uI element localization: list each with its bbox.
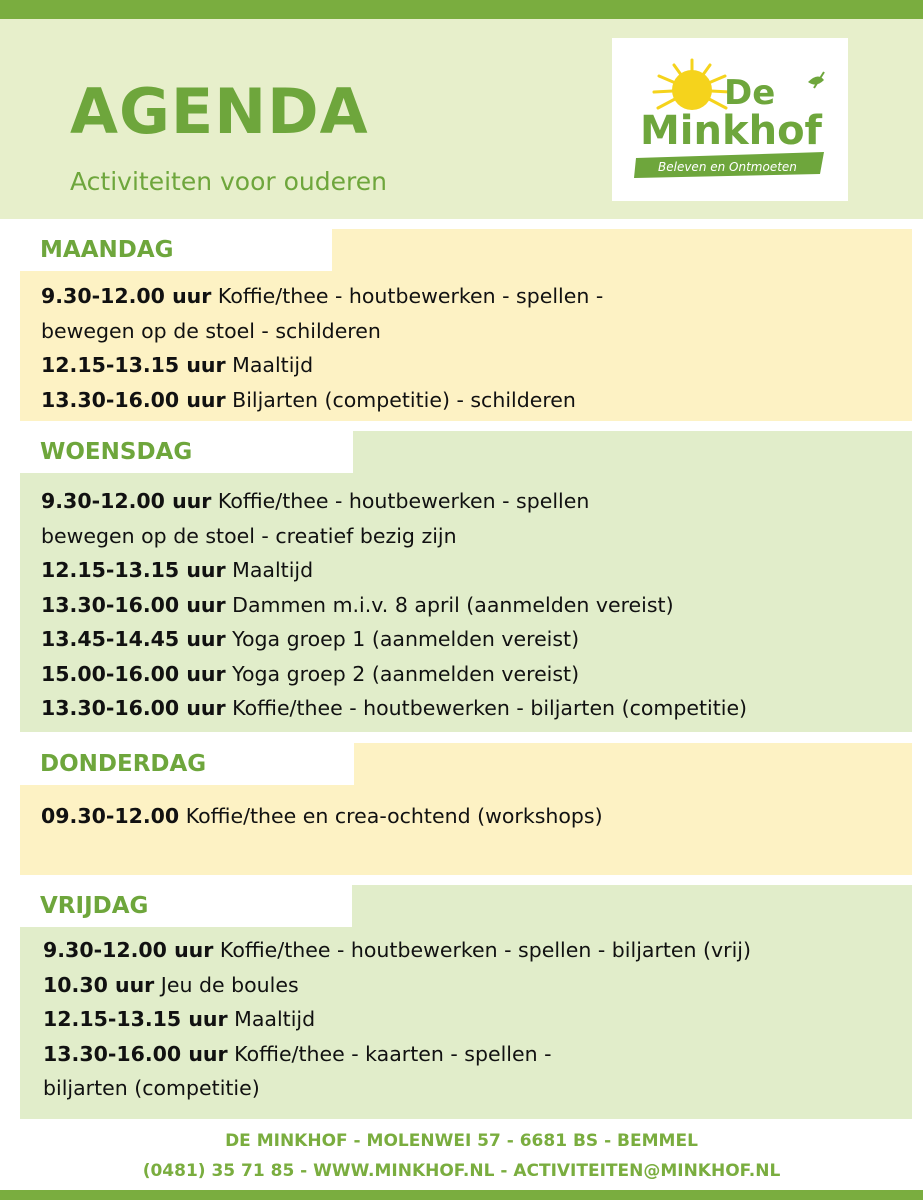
schedule-line (41, 622, 747, 657)
time-range: 9.30-12.00 uur (41, 489, 212, 513)
activity-text: Maaltijd (225, 558, 314, 582)
day-heading: VRIJDAG (20, 885, 352, 927)
activity-text: bewegen op de stoel - creatief bezig zijn (41, 523, 457, 548)
top-accent-bar (0, 0, 923, 19)
schedule-line (41, 348, 603, 383)
activity-text: Maaltijd (225, 353, 314, 377)
schedule-line (41, 279, 603, 314)
footer (0, 1126, 923, 1186)
time-range: 13.30-16.00 uur (43, 1041, 228, 1066)
day-heading: DONDERDAG (20, 743, 354, 785)
schedule-line (43, 1002, 751, 1037)
schedule-line (41, 799, 603, 834)
schedule-line (43, 1071, 751, 1106)
schedule-line (41, 553, 747, 588)
activity-text: Biljarten (competitie) - schilderen (225, 387, 576, 412)
bottom-accent-bar (0, 1190, 923, 1200)
section-vrijdag (20, 885, 912, 1119)
activity-text: Koffie/thee en crea-ochtend (workshops) (179, 804, 603, 828)
activity-text: Koffie/thee - houtbewerken - spellen - (211, 284, 604, 308)
logo-line2: Minkhof (640, 108, 822, 154)
activity-text: bewegen op de stoel - schilderen (41, 318, 381, 343)
minkhof-logo (612, 38, 848, 201)
schedule-line (41, 484, 747, 519)
time-range: 13.45-14.45 uur (41, 627, 226, 651)
footer-address: DE MINKHOF - MOLENWEI 57 - 6681 BS - BEMMEL (225, 1131, 698, 1151)
page-subtitle: Activiteiten voor ouderen (70, 167, 387, 196)
time-range: 9.30-12.00 uur (43, 938, 214, 962)
time-range: 12.15-13.15 uur (41, 353, 226, 377)
schedule-list (43, 933, 751, 1106)
activity-text: Koffie/thee - houtbewerken - spellen - biljarten (vrij) (213, 938, 751, 962)
time-range: 13.30-16.00 uur (41, 387, 226, 412)
schedule-line (41, 314, 603, 349)
time-range: 13.30-16.00 uur (41, 696, 226, 720)
page-title: AGENDA (70, 75, 369, 148)
section-donderdag (20, 743, 912, 875)
schedule-line (41, 657, 747, 692)
section-woensdag (20, 431, 912, 732)
schedule-list (41, 484, 747, 726)
schedule-line (41, 383, 603, 418)
schedule-line (43, 1037, 751, 1072)
schedule-line (43, 933, 751, 968)
activity-text: Koffie/thee - houtbewerken - biljarten (competitie) (225, 696, 748, 720)
activity-text: Jeu de boules (154, 972, 299, 997)
activity-text: Koffie/thee - houtbewerken - spellen (211, 489, 590, 513)
schedule-line (41, 691, 747, 726)
schedule-list (41, 279, 603, 417)
schedule-line (41, 519, 747, 554)
day-heading: WOENSDAG (20, 431, 353, 473)
time-range: 15.00-16.00 uur (41, 661, 226, 686)
schedule-list (41, 799, 603, 834)
time-range: 12.15-13.15 uur (41, 558, 226, 582)
schedule-line (43, 968, 751, 1003)
activity-text: Koffie/thee - kaarten - spellen - (227, 1041, 552, 1066)
time-range: 09.30-12.00 (41, 804, 180, 828)
logo-line1: De (724, 73, 776, 113)
activity-text: Maaltijd (227, 1007, 316, 1031)
activity-text: biljarten (competitie) (43, 1076, 260, 1100)
logo-tagline: Beleven en Ontmoeten (658, 160, 797, 174)
sun-logo-icon (612, 38, 848, 201)
time-range: 13.30-16.00 uur (41, 592, 226, 617)
activity-text: Yoga groep 2 (aanmelden vereist) (225, 661, 580, 686)
activity-text: Dammen m.i.v. 8 april (aanmelden vereist) (225, 592, 674, 617)
time-range: 9.30-12.00 uur (41, 284, 212, 308)
day-heading: MAANDAG (20, 229, 332, 271)
footer-contact: (0481) 35 71 85 - WWW.MINKHOF.NL - ACTIVITEITEN@MINKHOF.NL (142, 1161, 781, 1181)
time-range: 12.15-13.15 uur (43, 1007, 228, 1031)
schedule-line (41, 588, 747, 623)
section-maandag (20, 229, 912, 421)
time-range: 10.30 uur (43, 972, 155, 997)
activity-text: Yoga groep 1 (aanmelden vereist) (225, 627, 580, 651)
